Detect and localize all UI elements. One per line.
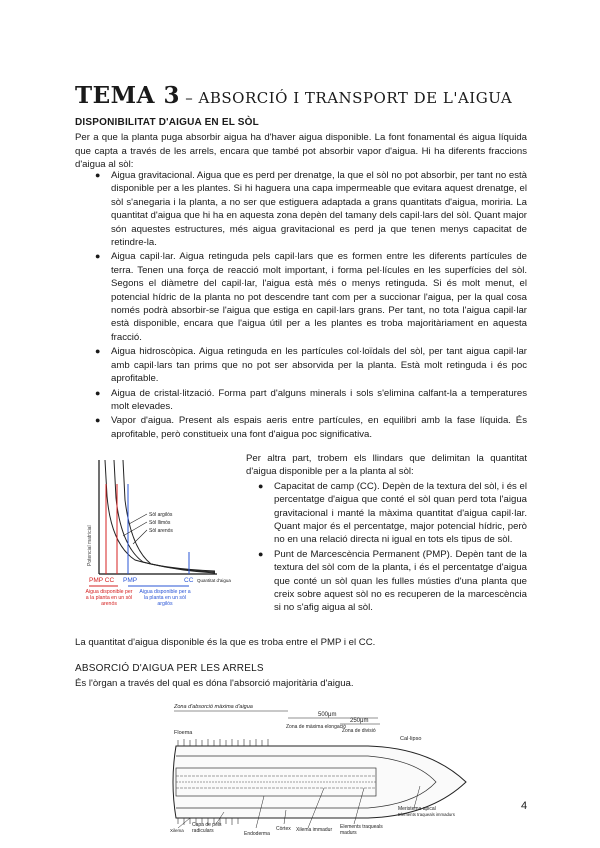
dimension-500: 500μm: [318, 712, 337, 718]
label-water-quantity: Quantitat d'aigua: [197, 578, 231, 583]
label-capa: Capa de pèls radiculars: [192, 822, 222, 834]
bullet-icon: ●: [258, 548, 264, 559]
root-hairs-top: [178, 739, 268, 746]
label-meristem: Meristema apical: [398, 806, 436, 812]
label-endoderma: Endoderma: [244, 831, 270, 837]
label-pmp-cc: PMP CC: [89, 577, 115, 584]
label-cortex: Còrtex: [276, 826, 291, 832]
red-caption-box: [85, 589, 133, 635]
list-item: ● Aigua capil·lar. Aigua retinguda pels capil·lars que es formen entre les diferents partícules de terra. Tenen una força de reacció molt important, i forma pel·lícules en les superfícies del sòl. Segons el diàmetre del capil·lar, l'aigua està més o menys retinguda. Si és molt menut, el potencial hídric de la planta no pot descendre tant com per a succionar l'aigua, per la qual cosa només podrà absorbir-se l'aigua que estiga en capil·lars grans. Per tant, no tota l'aigua capil·lar està disponible, encara que l'aigua útil per a les plantes es troba majoritàriament en aquesta fracció.: [95, 251, 527, 343]
zone-elongation: Zona de màxima elongació: [286, 724, 347, 730]
capa-box: [192, 822, 242, 842]
list-item: ● Aigua de cristal·lització. Forma part d'alguns minerals i sols s'elimina calfant-la a temperatures molt elevades.: [95, 387, 527, 412]
label-floema: Floema: [174, 730, 193, 736]
bullet-icon: ●: [95, 415, 101, 426]
soil-water-potential-graph: [85, 456, 237, 636]
bullet-icon: ●: [95, 251, 101, 262]
dimension-250: 250μm: [350, 718, 369, 724]
bullet-icon: ●: [258, 480, 264, 491]
red-caption: Aigua disponible per a la planta en un sòl arenós: [85, 589, 133, 607]
list-item: ● Vapor d'aigua. Present als espais aeris entre partícules, en equilibri amb la fase líquida. És aprofitable, però constitueix una font d'aigua poc significativa.: [95, 415, 527, 440]
list-item: ● Aigua hidroscòpica. Aigua retinguda en les partícules col·loïdals del sòl, per tant aigua capil·lar amb capil·lars tan prims que no pot ser absorvida per la planta. Està molt retinguda i és poc aprofitable.: [95, 346, 527, 385]
elements-box: [340, 824, 388, 844]
bullet-icon: ●: [95, 387, 101, 398]
thresholds-list: [246, 480, 527, 615]
root-structure-diagram: [168, 694, 480, 844]
availability-intro: Per a que la planta puga absorbir aigua ha d'haver aigua disponible. La font fonamental és aigua líquida que capta a través de les arrels, encara que també pot absorbir vapor d'aigua. Hi ha diferents fraccions d'aigua al sòl:: [75, 132, 527, 170]
label-xilema: Xilema immadur: [296, 827, 333, 833]
section-heading-availability: DISPONIBILITAT D'AIGUA EN EL SÒL: [75, 117, 259, 128]
root-absorption-intro: És l'òrgan a través del qual es dóna l'absorció majoritària d'aigua.: [75, 678, 354, 689]
thresholds-intro: Per altra part, trobem els llindars que delimitan la quantitat d'aigua disponible per a la planta al sòl:: [246, 453, 527, 478]
bullet-icon: ●: [95, 170, 101, 180]
list-item: ● Capacitat de camp (CC). Depèn de la textura del sòl, i és el percentatge d'aigua que conté el sòl quan perd tota l'aigua gravitacional i manté la màxima quantitat d'aigua capil·lar. Quant major és el percentatge, major potencial hídric, però no en una relació directa ni igual en tots els tipus de sòl.: [258, 480, 527, 546]
water-fractions-list: [75, 169, 527, 442]
blue-caption: Aigua disponible per a la planta en un sòl argilós: [139, 589, 191, 607]
legend-clay: Sòl argilós: [149, 512, 173, 518]
bullet-icon: ●: [95, 346, 101, 357]
zone-division: Zona de divisió: [342, 728, 376, 734]
graph-y-label: Potencial matricial: [87, 525, 93, 566]
page-number: 4: [521, 800, 528, 812]
page-title: [75, 82, 535, 109]
label-calipso: Cal·lipso: [400, 736, 422, 742]
available-water-sentence: La quantitat d'aigua disponible és la que es troba entre el PMP i el CC.: [75, 637, 376, 648]
label-pmp: PMP: [123, 577, 138, 584]
xilema-box: [296, 827, 334, 843]
label-elements: Elements traqueals madurs: [340, 824, 383, 836]
title-separator: –: [179, 89, 199, 107]
legend-sand: Sòl arenós: [149, 528, 173, 534]
label-xilema-small: Xilema: [170, 828, 184, 833]
meristem-box: [398, 806, 458, 842]
list-item: ● Aigua gravitacional. Aigua que es perd per drenatge, la que el sòl no pot absorbir, per tant no està disponible per a les plantes. Si hi haguera una capa impermeable que evitara aquest drenatge, el sòl s'anegaria i la planta, a no ser que estiguera adaptada a grans quantitats d'aigua, moriria. La quantitat d'aigua que hi ha en aquesta zona depèn del tamany dels capil·lars del sòl. Quant major són aquestes estructures, més aigua gravitacional es perd ja que tenen menys capacitat de retindre-la.: [95, 170, 527, 249]
thresholds-column: [246, 452, 527, 616]
section-heading-root-absorption: ABSORCIÓ D'AIGUA PER LES ARRELS: [75, 663, 264, 674]
legend-loam: Sòl llimós: [149, 520, 171, 526]
label-meristem-sub: Elements traqueals immadurs: [398, 812, 455, 817]
label-cc: CC: [184, 577, 194, 584]
list-item: ● Punt de Marcescència Permanent (PMP). Depèn tant de la textura del sòl com de la planta, i és el percentatge d'aigua que conté un sòl quan les fulles músties d'una planta que creix sobre aquest sòl no es recuperen de la marcescència si no s'afig aigua al sòl.: [258, 548, 527, 614]
label-max-absorption-zone: Zona d'absorció màxima d'aigua: [174, 704, 253, 710]
title-rest: ABSORCIÓ I TRANSPORT DE L'AIGUA: [198, 89, 513, 107]
blue-caption-box: [139, 589, 191, 635]
title-main: TEMA 3: [75, 82, 180, 109]
